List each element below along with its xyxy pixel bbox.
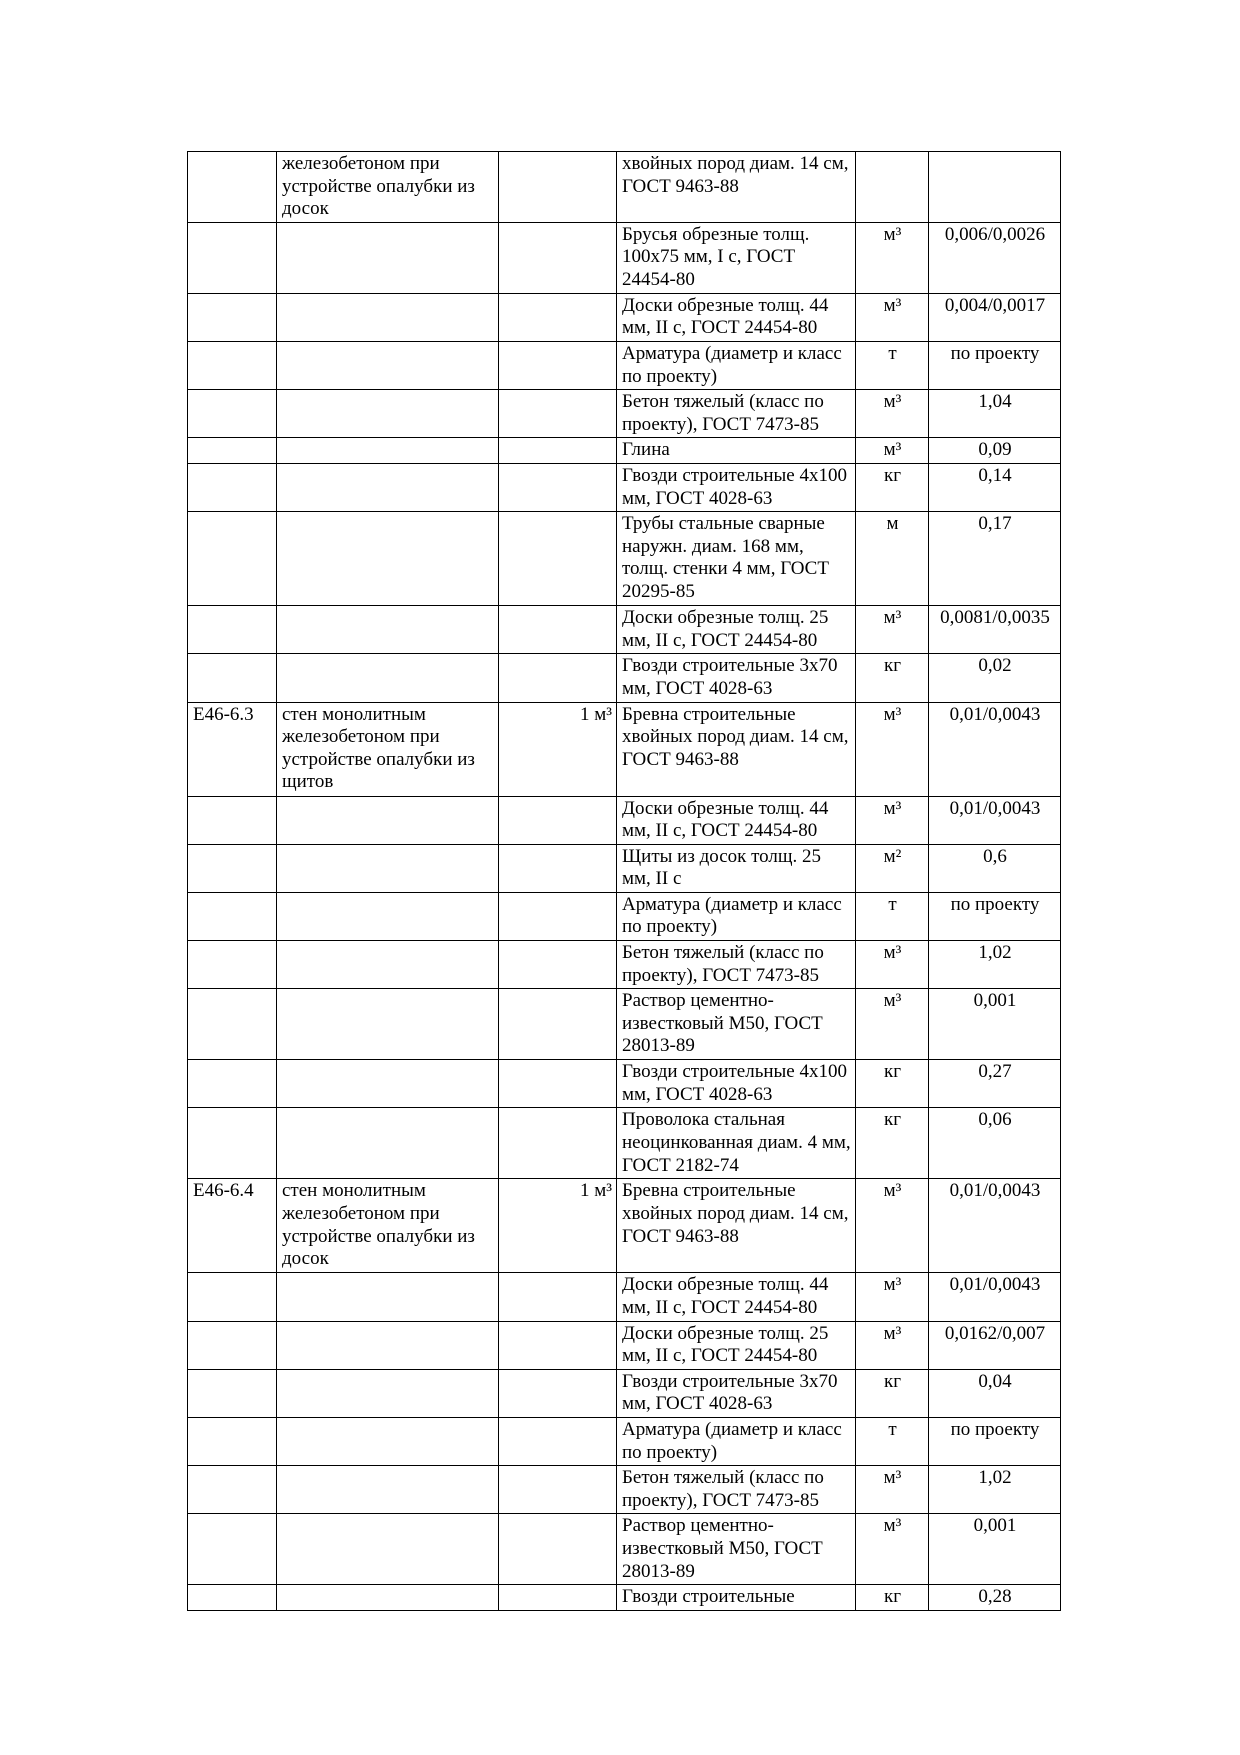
cell-unit bbox=[499, 892, 617, 940]
norms-table bbox=[187, 151, 1061, 1611]
cell-resource: Гвозди строительные 4х100 мм, ГОСТ 4028-63 bbox=[617, 463, 856, 511]
table-row bbox=[188, 1418, 1061, 1466]
table-row bbox=[188, 1466, 1061, 1514]
cell-resource-unit: м³ bbox=[856, 606, 929, 654]
cell-code bbox=[188, 390, 277, 438]
cell-code: Е46-6.4 bbox=[188, 1179, 277, 1273]
cell-resource-unit: м² bbox=[856, 844, 929, 892]
cell-work-name bbox=[277, 1273, 499, 1321]
cell-resource-unit: т bbox=[856, 341, 929, 389]
cell-resource-unit: м³ bbox=[856, 702, 929, 796]
cell-work-name: стен монолитным железобетоном при устройстве опалубки из досок bbox=[277, 1179, 499, 1273]
cell-resource-unit: м³ bbox=[856, 989, 929, 1060]
cell-work-name bbox=[277, 989, 499, 1060]
cell-work-name bbox=[277, 606, 499, 654]
cell-resource-unit: м³ bbox=[856, 796, 929, 844]
cell-unit bbox=[499, 341, 617, 389]
cell-quantity: 0,06 bbox=[929, 1108, 1061, 1179]
cell-unit bbox=[499, 512, 617, 606]
cell-resource-unit: м³ bbox=[856, 438, 929, 464]
cell-resource-unit: м³ bbox=[856, 1466, 929, 1514]
cell-resource: Доски обрезные толщ. 25 мм, II с, ГОСТ 24454-80 bbox=[617, 606, 856, 654]
table-row bbox=[188, 463, 1061, 511]
cell-code bbox=[188, 1321, 277, 1369]
cell-work-name bbox=[277, 1321, 499, 1369]
cell-resource: Раствор цементно-известковый М50, ГОСТ 28013-89 bbox=[617, 1514, 856, 1585]
cell-code bbox=[188, 1273, 277, 1321]
cell-resource: Гвозди строительные bbox=[617, 1585, 856, 1611]
cell-unit bbox=[499, 152, 617, 223]
cell-resource: Доски обрезные толщ. 44 мм, II с, ГОСТ 24454-80 bbox=[617, 1273, 856, 1321]
cell-work-name bbox=[277, 463, 499, 511]
cell-resource-unit: кг bbox=[856, 1108, 929, 1179]
cell-code: Е46-6.3 bbox=[188, 702, 277, 796]
cell-resource-unit: кг bbox=[856, 1060, 929, 1108]
cell-work-name: железобетоном при устройстве опалубки из досок bbox=[277, 152, 499, 223]
cell-code bbox=[188, 654, 277, 702]
cell-code bbox=[188, 1418, 277, 1466]
table-row bbox=[188, 1060, 1061, 1108]
table-row bbox=[188, 702, 1061, 796]
cell-unit bbox=[499, 844, 617, 892]
table-row bbox=[188, 844, 1061, 892]
table-row bbox=[188, 989, 1061, 1060]
cell-quantity: 0,27 bbox=[929, 1060, 1061, 1108]
cell-unit bbox=[499, 1585, 617, 1611]
cell-quantity: 0,001 bbox=[929, 1514, 1061, 1585]
cell-unit bbox=[499, 1108, 617, 1179]
table-row bbox=[188, 1321, 1061, 1369]
cell-unit bbox=[499, 293, 617, 341]
cell-quantity bbox=[929, 152, 1061, 223]
cell-resource-unit: м³ bbox=[856, 293, 929, 341]
cell-resource: Брусья обрезные толщ. 100х75 мм, I с, ГОСТ 24454-80 bbox=[617, 222, 856, 293]
cell-work-name bbox=[277, 1060, 499, 1108]
cell-quantity: по проекту bbox=[929, 341, 1061, 389]
cell-code bbox=[188, 293, 277, 341]
cell-unit bbox=[499, 796, 617, 844]
cell-quantity: 0,0081/0,0035 bbox=[929, 606, 1061, 654]
cell-unit bbox=[499, 1369, 617, 1417]
table-row bbox=[188, 438, 1061, 464]
cell-quantity: 0,004/0,0017 bbox=[929, 293, 1061, 341]
cell-resource-unit: м³ bbox=[856, 1179, 929, 1273]
cell-unit: 1 м³ bbox=[499, 702, 617, 796]
cell-quantity: 0,01/0,0043 bbox=[929, 1273, 1061, 1321]
table-row bbox=[188, 390, 1061, 438]
cell-resource-unit: т bbox=[856, 1418, 929, 1466]
cell-work-name bbox=[277, 844, 499, 892]
table-row bbox=[188, 512, 1061, 606]
cell-code bbox=[188, 941, 277, 989]
cell-unit bbox=[499, 941, 617, 989]
cell-code bbox=[188, 1060, 277, 1108]
cell-resource-unit: т bbox=[856, 892, 929, 940]
cell-resource-unit: кг bbox=[856, 1585, 929, 1611]
cell-unit bbox=[499, 222, 617, 293]
table-row bbox=[188, 1179, 1061, 1273]
cell-resource: Гвозди строительные 3х70 мм, ГОСТ 4028-63 bbox=[617, 654, 856, 702]
cell-resource-unit: м³ bbox=[856, 222, 929, 293]
cell-unit bbox=[499, 1466, 617, 1514]
cell-code bbox=[188, 989, 277, 1060]
cell-unit bbox=[499, 1060, 617, 1108]
table-row bbox=[188, 222, 1061, 293]
cell-resource: Глина bbox=[617, 438, 856, 464]
cell-unit bbox=[499, 438, 617, 464]
cell-quantity: 0,01/0,0043 bbox=[929, 796, 1061, 844]
cell-code bbox=[188, 606, 277, 654]
cell-quantity: 0,0162/0,007 bbox=[929, 1321, 1061, 1369]
cell-code bbox=[188, 844, 277, 892]
cell-resource-unit: м³ bbox=[856, 1273, 929, 1321]
cell-unit: 1 м³ bbox=[499, 1179, 617, 1273]
norms-table-body bbox=[188, 152, 1061, 1611]
table-row bbox=[188, 1585, 1061, 1611]
cell-quantity: 0,14 bbox=[929, 463, 1061, 511]
cell-code bbox=[188, 438, 277, 464]
cell-code bbox=[188, 152, 277, 223]
cell-unit bbox=[499, 1418, 617, 1466]
cell-code bbox=[188, 1585, 277, 1611]
table-row bbox=[188, 293, 1061, 341]
cell-resource-unit: м bbox=[856, 512, 929, 606]
cell-work-name bbox=[277, 1466, 499, 1514]
cell-work-name bbox=[277, 341, 499, 389]
cell-unit bbox=[499, 390, 617, 438]
cell-quantity: по проекту bbox=[929, 1418, 1061, 1466]
cell-resource: Проволока стальная неоцинкованная диам. 4 мм, ГОСТ 2182-74 bbox=[617, 1108, 856, 1179]
cell-quantity: 0,09 bbox=[929, 438, 1061, 464]
cell-resource-unit: м³ bbox=[856, 1514, 929, 1585]
cell-quantity: 1,04 bbox=[929, 390, 1061, 438]
cell-work-name bbox=[277, 1108, 499, 1179]
cell-resource: Трубы стальные сварные наружн. диам. 168 мм, толщ. стенки 4 мм, ГОСТ 20295-85 bbox=[617, 512, 856, 606]
cell-code bbox=[188, 1108, 277, 1179]
cell-resource: Раствор цементно-известковый М50, ГОСТ 28013-89 bbox=[617, 989, 856, 1060]
cell-quantity: 0,04 bbox=[929, 1369, 1061, 1417]
cell-quantity: 0,02 bbox=[929, 654, 1061, 702]
cell-work-name: стен монолитным железобетоном при устройстве опалубки из щитов bbox=[277, 702, 499, 796]
cell-resource: Арматура (диаметр и класс по проекту) bbox=[617, 892, 856, 940]
cell-code bbox=[188, 892, 277, 940]
cell-work-name bbox=[277, 796, 499, 844]
cell-resource: хвойных пород диам. 14 см, ГОСТ 9463-88 bbox=[617, 152, 856, 223]
cell-code bbox=[188, 1514, 277, 1585]
cell-resource: Гвозди строительные 3х70 мм, ГОСТ 4028-63 bbox=[617, 1369, 856, 1417]
cell-work-name bbox=[277, 390, 499, 438]
cell-resource: Бревна строительные хвойных пород диам. 14 см, ГОСТ 9463-88 bbox=[617, 702, 856, 796]
cell-quantity: 0,17 bbox=[929, 512, 1061, 606]
cell-code bbox=[188, 341, 277, 389]
cell-resource: Гвозди строительные 4х100 мм, ГОСТ 4028-63 bbox=[617, 1060, 856, 1108]
cell-code bbox=[188, 1466, 277, 1514]
cell-work-name bbox=[277, 1418, 499, 1466]
cell-resource-unit: м³ bbox=[856, 390, 929, 438]
cell-unit bbox=[499, 654, 617, 702]
cell-quantity: 1,02 bbox=[929, 1466, 1061, 1514]
table-row bbox=[188, 941, 1061, 989]
cell-resource: Доски обрезные толщ. 25 мм, II с, ГОСТ 24454-80 bbox=[617, 1321, 856, 1369]
cell-resource-unit bbox=[856, 152, 929, 223]
cell-resource: Бетон тяжелый (класс по проекту), ГОСТ 7473-85 bbox=[617, 390, 856, 438]
cell-resource-unit: кг bbox=[856, 654, 929, 702]
cell-resource: Доски обрезные толщ. 44 мм, II с, ГОСТ 24454-80 bbox=[617, 796, 856, 844]
cell-resource-unit: м³ bbox=[856, 941, 929, 989]
cell-work-name bbox=[277, 293, 499, 341]
table-row bbox=[188, 341, 1061, 389]
cell-resource-unit: кг bbox=[856, 1369, 929, 1417]
table-row bbox=[188, 606, 1061, 654]
cell-resource: Бетон тяжелый (класс по проекту), ГОСТ 7473-85 bbox=[617, 1466, 856, 1514]
cell-work-name bbox=[277, 654, 499, 702]
cell-unit bbox=[499, 1273, 617, 1321]
cell-work-name bbox=[277, 941, 499, 989]
cell-unit bbox=[499, 606, 617, 654]
cell-resource: Арматура (диаметр и класс по проекту) bbox=[617, 341, 856, 389]
cell-code bbox=[188, 796, 277, 844]
table-row bbox=[188, 892, 1061, 940]
table-row bbox=[188, 1514, 1061, 1585]
cell-work-name bbox=[277, 438, 499, 464]
cell-resource: Бревна строительные хвойных пород диам. 14 см, ГОСТ 9463-88 bbox=[617, 1179, 856, 1273]
cell-work-name bbox=[277, 222, 499, 293]
cell-unit bbox=[499, 1514, 617, 1585]
cell-work-name bbox=[277, 512, 499, 606]
table-row bbox=[188, 1369, 1061, 1417]
cell-quantity: 0,6 bbox=[929, 844, 1061, 892]
cell-work-name bbox=[277, 1369, 499, 1417]
cell-quantity: 1,02 bbox=[929, 941, 1061, 989]
cell-quantity: 0,01/0,0043 bbox=[929, 702, 1061, 796]
cell-quantity: 0,28 bbox=[929, 1585, 1061, 1611]
cell-quantity: 0,01/0,0043 bbox=[929, 1179, 1061, 1273]
cell-work-name bbox=[277, 1514, 499, 1585]
cell-quantity: 0,006/0,0026 bbox=[929, 222, 1061, 293]
cell-unit bbox=[499, 1321, 617, 1369]
cell-code bbox=[188, 512, 277, 606]
cell-unit bbox=[499, 463, 617, 511]
cell-resource-unit: м³ bbox=[856, 1321, 929, 1369]
cell-code bbox=[188, 463, 277, 511]
cell-work-name bbox=[277, 1585, 499, 1611]
cell-resource: Арматура (диаметр и класс по проекту) bbox=[617, 1418, 856, 1466]
cell-resource: Бетон тяжелый (класс по проекту), ГОСТ 7473-85 bbox=[617, 941, 856, 989]
table-row bbox=[188, 654, 1061, 702]
cell-unit bbox=[499, 989, 617, 1060]
cell-code bbox=[188, 1369, 277, 1417]
table-row bbox=[188, 1273, 1061, 1321]
table-row bbox=[188, 796, 1061, 844]
cell-quantity: 0,001 bbox=[929, 989, 1061, 1060]
cell-resource-unit: кг bbox=[856, 463, 929, 511]
cell-code bbox=[188, 222, 277, 293]
cell-quantity: по проекту bbox=[929, 892, 1061, 940]
cell-work-name bbox=[277, 892, 499, 940]
cell-resource: Доски обрезные толщ. 44 мм, II с, ГОСТ 24454-80 bbox=[617, 293, 856, 341]
cell-resource: Щиты из досок толщ. 25 мм, II с bbox=[617, 844, 856, 892]
table-row bbox=[188, 152, 1061, 223]
table-row bbox=[188, 1108, 1061, 1179]
